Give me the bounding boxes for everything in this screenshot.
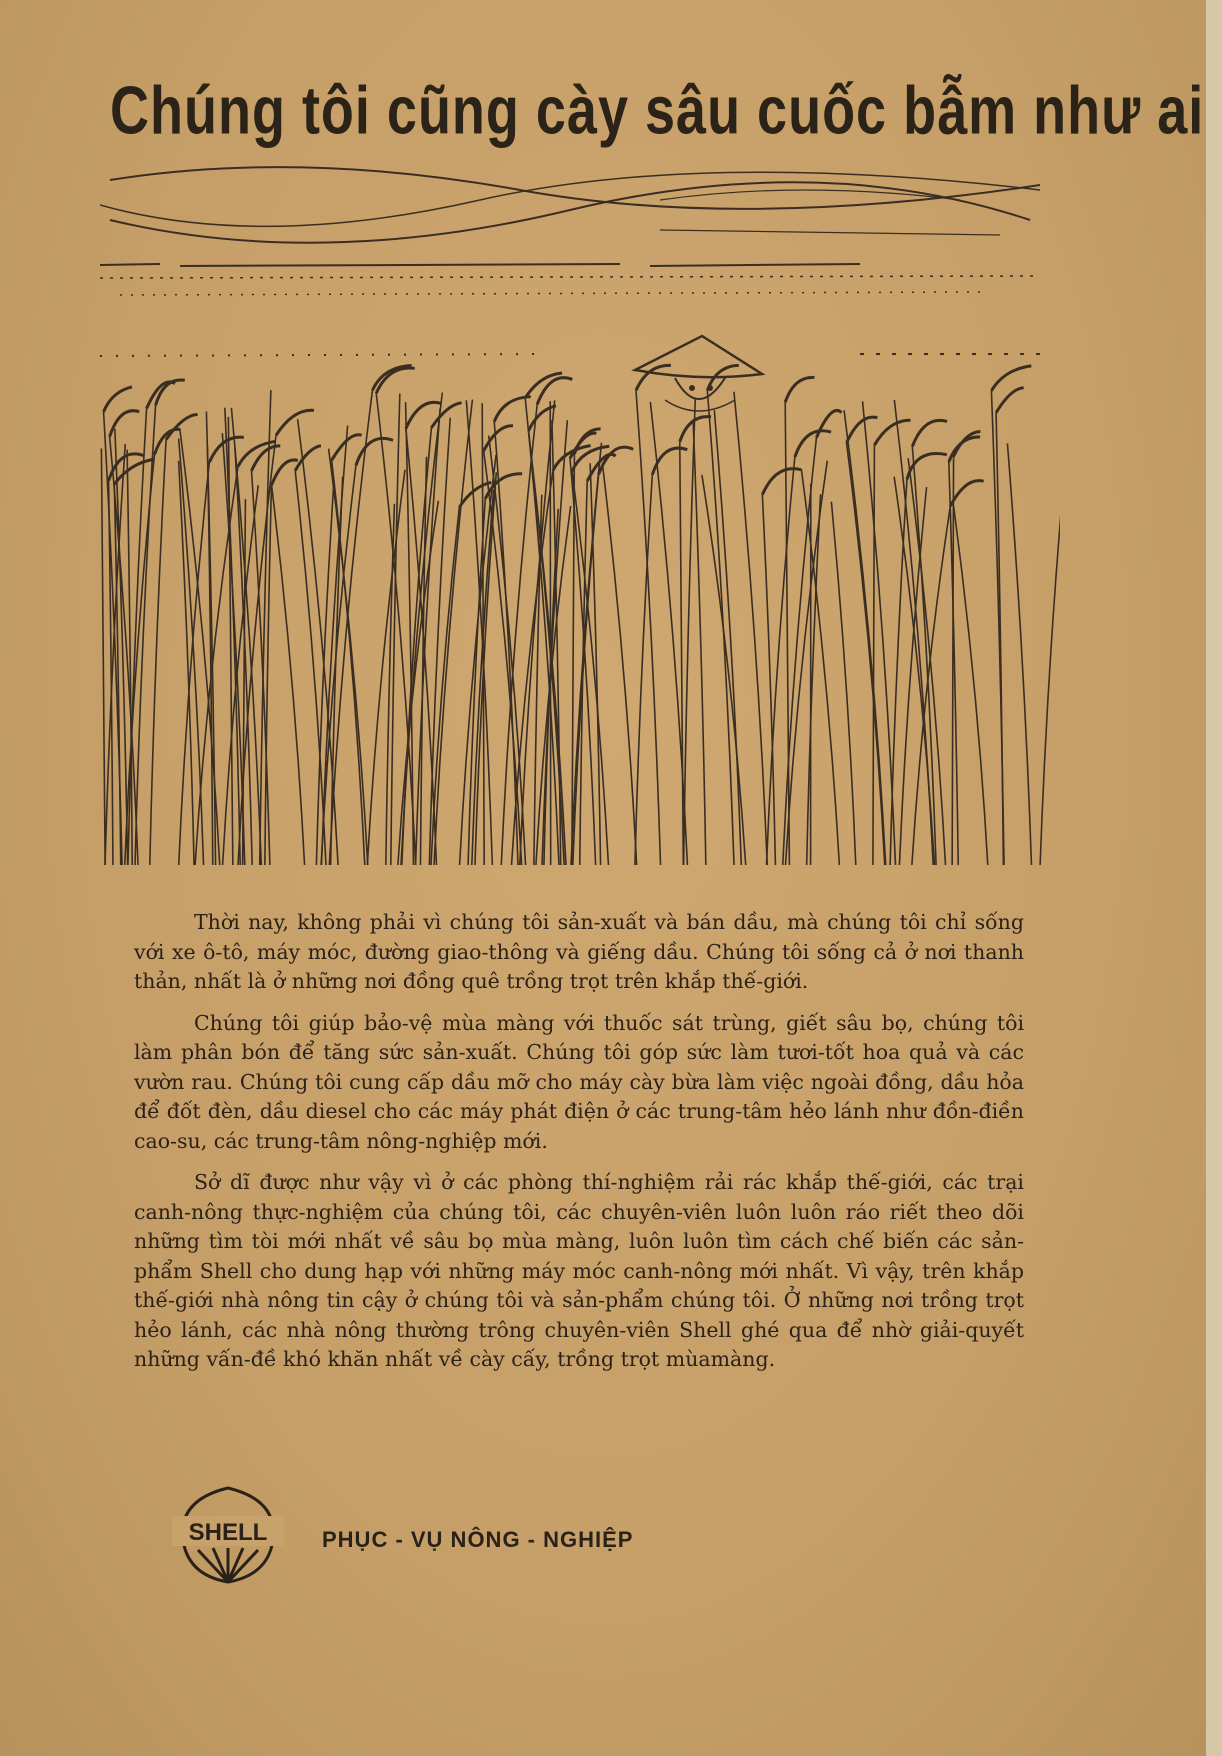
slogan: PHỤC - VỤ NÔNG - NGHIỆP (322, 1527, 634, 1552)
article-body (134, 908, 1024, 1387)
rice-head (484, 426, 513, 451)
headline: Chúng tôi cũng cày sâu cuốc bẫm như ai (110, 73, 1205, 149)
paragraph-1: Thời nay, không phải vì chúng tôi sản-xuất và bán dầu, mà chúng tôi chỉ sống với xe ô-tô, máy móc, đường giao-thông và giếng dầu. Chúng tôi sống cả ở nơi thanh thản, nhất là ở những nơi đồng quê trồng trọt trên khắp thế-giới. (134, 910, 1024, 993)
rice-head (295, 446, 321, 471)
rice-head (785, 377, 814, 402)
rice-stalk (331, 477, 343, 865)
rice-head (155, 429, 181, 454)
paragraph-2: Chúng tôi giúp bảo-vệ mùa màng với thuốc sát trùng, giết sâu bọ, chúng tôi làm phân bón để tăng sức sản-xuất. Chúng tôi góp sức làm tươi-tốt hoa quả và các vườn rau. Chúng tôi cung cấp dầu mỡ cho máy cày bừa làm việc ngoài đồng, dầu hỏa để đốt đèn, dầu diesel cho các máy phát điện ở các trung-tâm hẻo lánh như đồn-điền cao-su, các trung-tâm nông-nghiệp mới. (134, 1010, 1024, 1153)
rice-head (376, 368, 415, 393)
rice-head (762, 469, 801, 495)
rice-stalk (101, 448, 105, 865)
rice-head (991, 366, 1031, 391)
rice-stalk (786, 461, 828, 865)
rice-stalk (329, 390, 372, 865)
rice-head (406, 402, 442, 428)
rice-stalk (952, 457, 953, 866)
rice-stalk (272, 486, 305, 865)
rice-stalk (767, 457, 795, 865)
rice-head (271, 460, 297, 486)
rice-stalk (831, 502, 855, 865)
shell-logo-icon (168, 1480, 288, 1590)
logo-text: SHELL (188, 1519, 268, 1546)
rice-stalk (332, 460, 365, 865)
rice-head (847, 417, 878, 443)
rice-field-illustration (100, 160, 1060, 870)
rice-stalk (807, 494, 821, 865)
rice-stalk (602, 463, 636, 865)
rice-stalk (590, 463, 600, 865)
rice-head (166, 414, 198, 439)
rice-head (525, 373, 562, 398)
rice-head (431, 403, 461, 428)
rice-head (252, 446, 281, 471)
rice-head (996, 388, 1024, 413)
rice-head (356, 438, 393, 465)
rice-head (795, 431, 831, 457)
rice-stalk (1007, 443, 1031, 865)
rice-head (104, 387, 132, 412)
page-edge (1206, 0, 1222, 1756)
rice-stalk (572, 471, 608, 865)
rice-stalk (714, 410, 741, 865)
rice-stalk (391, 394, 400, 865)
rice-head (950, 481, 983, 507)
rice-head (680, 417, 711, 442)
paragraph-3: Sở dĩ được như vậy vì ở các phòng thí-nghiệm rải rác khắp thế-giới, các trại canh-nông thực-nghiệm của chúng tôi, các chuyên-viên luôn luôn ráo riết theo dõi những tìm tòi mới nhất về sâu bọ mùa màng, luôn luôn tìm cách chế biến các sản-phẩm Shell cho dung hạp với những máy móc canh-nông mới nhất. Vì vậy, trên khắp thế-giới nhà nông tin cậy ở chúng tôi và sản-phẩm chúng tôi. Ở những nơi trồng trọt hẻo lánh, các nhà nông thường trông chuyên-viên Shell ghé qua để nhờ giải-quyết những vấn-đề khó khăn nhất về cày cấy, trồng trọt mùamàng. (134, 1170, 1024, 1371)
rice-head (114, 459, 153, 484)
rice-head (110, 411, 140, 437)
rice-stalk (684, 398, 696, 865)
rice-head (636, 365, 671, 390)
rice-head (912, 420, 947, 446)
rice-head (954, 432, 981, 457)
rice-stalk (434, 400, 472, 865)
rice-stalk (635, 475, 652, 865)
rice-head (816, 410, 841, 437)
rice-head (156, 380, 185, 405)
rice-stalk (680, 442, 684, 865)
rice-stalk (954, 506, 988, 865)
rice-head (874, 420, 910, 445)
rice-stalk (150, 439, 166, 865)
rice-stalk (1040, 492, 1060, 865)
rice-head (276, 410, 314, 435)
